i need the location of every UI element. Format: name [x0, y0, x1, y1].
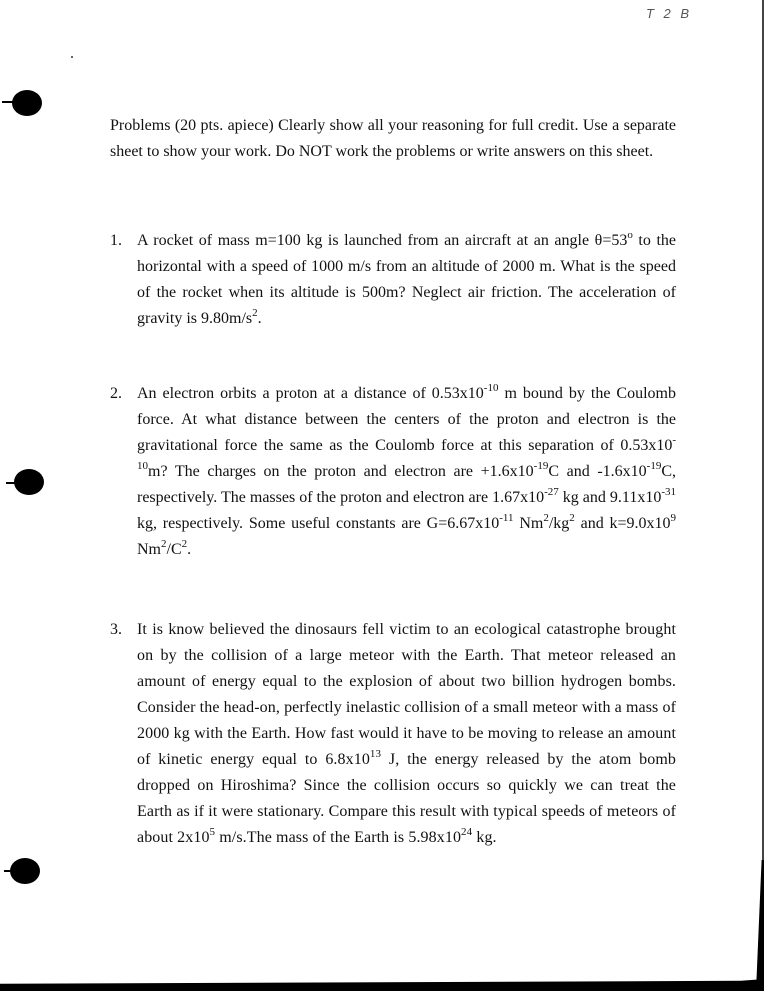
- problem-number: 2.: [110, 385, 122, 402]
- problem-3: [110, 617, 676, 851]
- problem-text: It is know believed the dinosaurs fell victim to an ecological catastrophe brought on by the collision of a large meteor with the Earth. That meteor released an amount of energy equal to the explosion of about two billion hydrogen bombs. Consider the head-on, perfectly inelastic collision of a small meteor with a mass of 2000 kg with the Earth. How fast would it have to be moving to release an amount of kinetic energy equal to $6.8x10^{13}$ J, the energy released by the atom bomb dropped on Hiroshima? Since the collision occurs so quickly we can treat the Earth as if it were stationary. Compare this result with typical speeds of meteors of about $2x10^5$ m/s.The mass of the Earth is $5.98x10^{24}$ kg.: [137, 621, 676, 846]
- problem-text: A rocket of mass m=100 kg is launched from an aircraft at an angle $\theta=53^o$ to the horizontal with a speed of 1000 m/s from an altitude of 2000 m. What is the speed of the rocket when its altitude is 500m? Neglect air friction. The acceleration of gravity is $9.80m/s^2$.: [137, 228, 676, 327]
- page-mark: T 2 B: [646, 6, 693, 21]
- problem-number: 1.: [110, 232, 122, 249]
- instructions: Problems (20 pts. apiece) Clearly show all your reasoning for full credit. Use a separate sheet to show your work. Do NOT work the problems or write answers on this sheet.: [110, 117, 676, 160]
- scan-speck: [71, 56, 73, 58]
- problem-1: [110, 228, 676, 332]
- punch-hole-top: [12, 90, 42, 116]
- problem-number: 3.: [110, 621, 122, 638]
- punch-hole-bottom: [10, 858, 40, 884]
- page-edge-bottom: [0, 979, 764, 991]
- page-edge-shadow: [756, 860, 764, 991]
- punch-hole-middle: [14, 469, 44, 495]
- problem-text: An electron orbits a proton at a distance of $0.53x10^{-10}$ m bound by the Coulomb force. At what distance between the centers of the proton and electron is the gravitational force the same as the Coulomb force at this separation of $0.53x10^{-10}m$? The charges on the proton and electron are $+1.6x10^{-19}C$ and $-1.6x10^{-19}C$, respectively. The masses of the proton and electron are $1.67x10^{-27}$ kg and $9.11x10^{-31}$ kg, respectively. Some useful constants are $G=6.67x10^{-11}$ $Nm^2/kg^2$ and $k=9.0x10^9$ $Nm^2/C^2$.: [137, 381, 677, 558]
- problem-2: [110, 381, 676, 563]
